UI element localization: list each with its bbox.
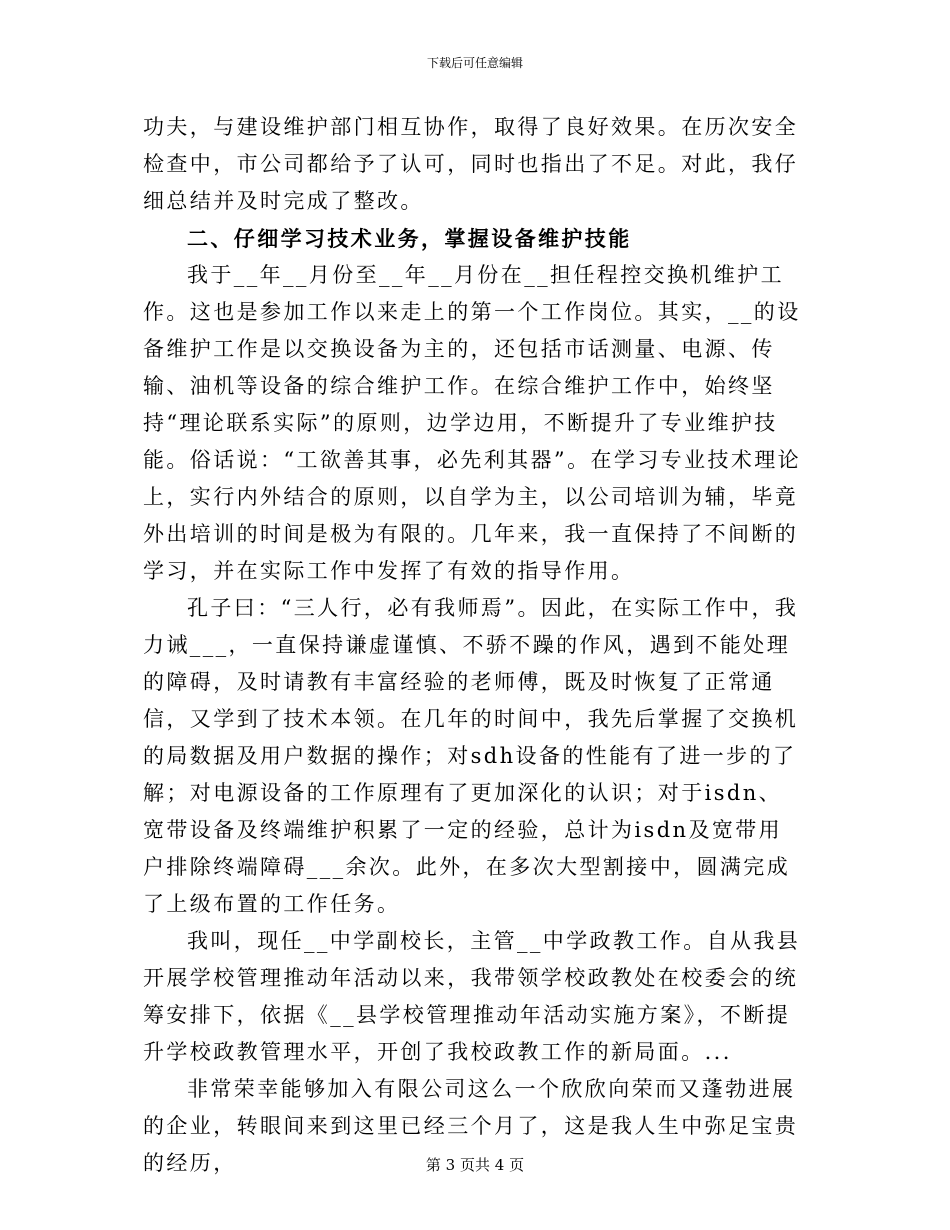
paragraph-company-intro: 非常荣幸能够加入有限公司这么一个欣欣向荣而又蓬勃进展的企业，转眼间来到这里已经三个月了，这是我人生中弥足宝贵的经历， [143, 1077, 799, 1175]
paragraph-work-history: 我于__年__月份至__年__月份在__担任程控交换机维护工作。这也是参加工作以来走上的第一个工作岗位。其实，__的设备维护工作是以交换设备为主的，还包括市话测量、电源、传输、油机等设备的综合维护工作。在综合维护工作中，始终坚持“理论联系实际”的原则，边学边用，不断提升了专业维护技能。俗话说：“工欲善其事，必先利其器”。在学习专业技术理论上，实行内外结合的原则，以自学为主，以公司培训为辅，毕竟外出培训的时间是极为有限的。几年来，我一直保持了不间断的学习，并在实际工作中发挥了有效的指导作用。 [143, 263, 802, 583]
paragraph-learning: 孔子曰：“三人行，必有我师焉”。因此，在实际工作中，我力诫___，一直保持谦虚谨慎、不骄不躁的作风，遇到不能处理的障碍，及时请教有丰富经验的老师傅，既及时恢复了正常通信，又学到了技术本领。在几年的时间中，我先后掌握了交换机的局数据及用户数据的操作；对sdh设备的性能有了进一步的了解；对电源设备的工作原理有了更加深化的认识；对于isdn、宽带设备及终端维护积累了一定的经验，总计为isdn及宽带用户排除终端障碍___余次。此外，在多次大型割接中，圆满完成了上级布置的工作任务。 [143, 596, 799, 916]
document-body [143, 109, 805, 1182]
page-footer: 第 3 页共 4 页 [425, 1156, 525, 1174]
page-header: 下载后可任意编辑 [426, 56, 523, 70]
section-heading: 二、仔细学习技术业务，掌握设备维护技能 [187, 226, 632, 251]
paragraph-continuation: 功夫，与建设维护部门相互协作，取得了良好效果。在历次安全检查中，市公司都给予了认可，同时也指出了不足。对此，我仔细总结并及时完成了整改。 [143, 115, 799, 213]
paragraph-school-admin: 我叫，现任__中学副校长，主管__中学政教工作。自从我县开展学校管理推动年活动以来，我带领学校政教处在校委会的统筹安排下，依据《__县学校管理推动年活动实施方案》，不断提升学校政教管理水平，开创了我校政教工作的新局面。... [143, 929, 801, 1064]
